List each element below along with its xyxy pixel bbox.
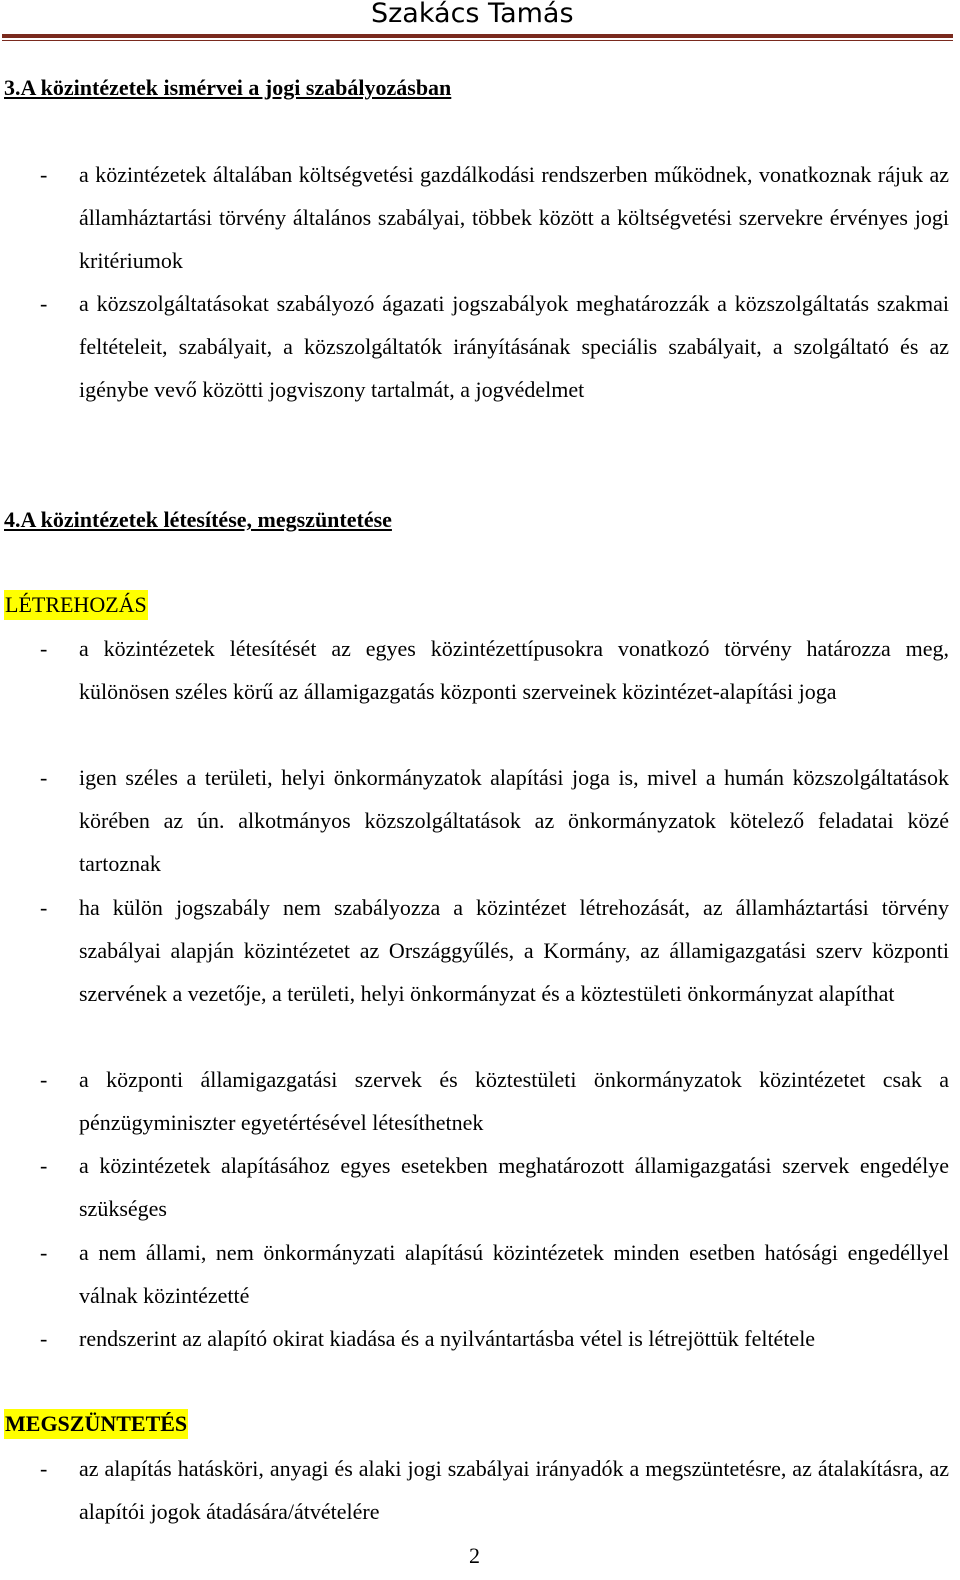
list-item-text: a nem állami, nem önkormányzati alapítású közintézetek minden esetben hatósági engedéllyel válnak közintézetté [79, 1240, 949, 1308]
list-marker: - [40, 291, 48, 316]
list-item-text: a közintézetek létesítését az egyes közintézettípusokra vonatkozó törvény határozza meg, különösen széles körű az államigazgatás központi szerveinek közintézet-alapítási joga [79, 636, 949, 704]
list-item-text: a közszolgáltatásokat szabályozó ágazati jogszabályok meghatározzák a közszolgáltatás szakmai feltételeit, szabályait, a közszolgáltatók irányításának speciális szabályait, a szolgáltató és az igénybe vevő közötti jogviszony tartalmát, a jogvédelmet [79, 291, 949, 402]
list-item-text: az alapítás hatásköri, anyagi és alaki jogi szabályai irányadók a megszüntetésre, az átalakításra, az alapítói jogok átadására/átvételére [79, 1456, 949, 1524]
header-rule-thin [2, 40, 953, 41]
list-marker: - [40, 1067, 48, 1092]
subsection-label: LÉTREHOZÁS [4, 590, 148, 620]
page-number: 2 [469, 1543, 480, 1568]
subsection-label: MEGSZÜNTETÉS [4, 1409, 188, 1439]
list-marker: - [40, 636, 48, 661]
list-item-text: igen széles a területi, helyi önkormányzatok alapítási joga is, mivel a humán közszolgáltatások körében az ún. alkotmányos közszolgáltatások az önkormányzatok kötelező feladatai közé tartoznak [79, 765, 949, 876]
list-marker: - [40, 1240, 48, 1265]
list-item-text: a közintézetek általában költségvetési gazdálkodási rendszerben működnek, vonatkoznak rájuk az államháztartási törvény általános szabályai, többek között a költségvetési szervekre érvényes jogi kritériumok [79, 162, 949, 273]
header-rule [2, 34, 953, 38]
list-item-text: a közintézetek alapításához egyes esetekben meghatározott államigazgatási szervek engedélye szükséges [79, 1153, 949, 1221]
list-marker: - [40, 895, 48, 920]
list-item-text: a központi államigazgatási szervek és köztestületi önkormányzatok közintézetet csak a pénzügyminiszter egyetértésével létesíthetnek [79, 1067, 949, 1135]
list-item-text: ha külön jogszabály nem szabályozza a közintézet létrehozását, az államháztartási törvény szabályai alapján közintézetet az Országgyűlés, a Kormány, az államigazgatási szerv központi szervének a vezetője, a területi, helyi önkormányzat és a köztestületi önkormányzat alapíthat [79, 895, 949, 1006]
header-author: Szakács Tamás [371, 0, 574, 29]
list-marker: - [40, 765, 48, 790]
section-title: 3.A közintézetek ismérvei a jogi szabályozásban [4, 75, 452, 100]
list-marker: - [40, 1326, 48, 1351]
list-marker: - [40, 1153, 48, 1178]
list-marker: - [40, 1456, 48, 1481]
section-title: 4.A közintézetek létesítése, megszüntetése [4, 507, 392, 532]
list-item-text: rendszerint az alapító okirat kiadása és a nyilvántartásba vétel is létrejöttük feltétele [79, 1326, 816, 1351]
list-marker: - [40, 162, 48, 187]
